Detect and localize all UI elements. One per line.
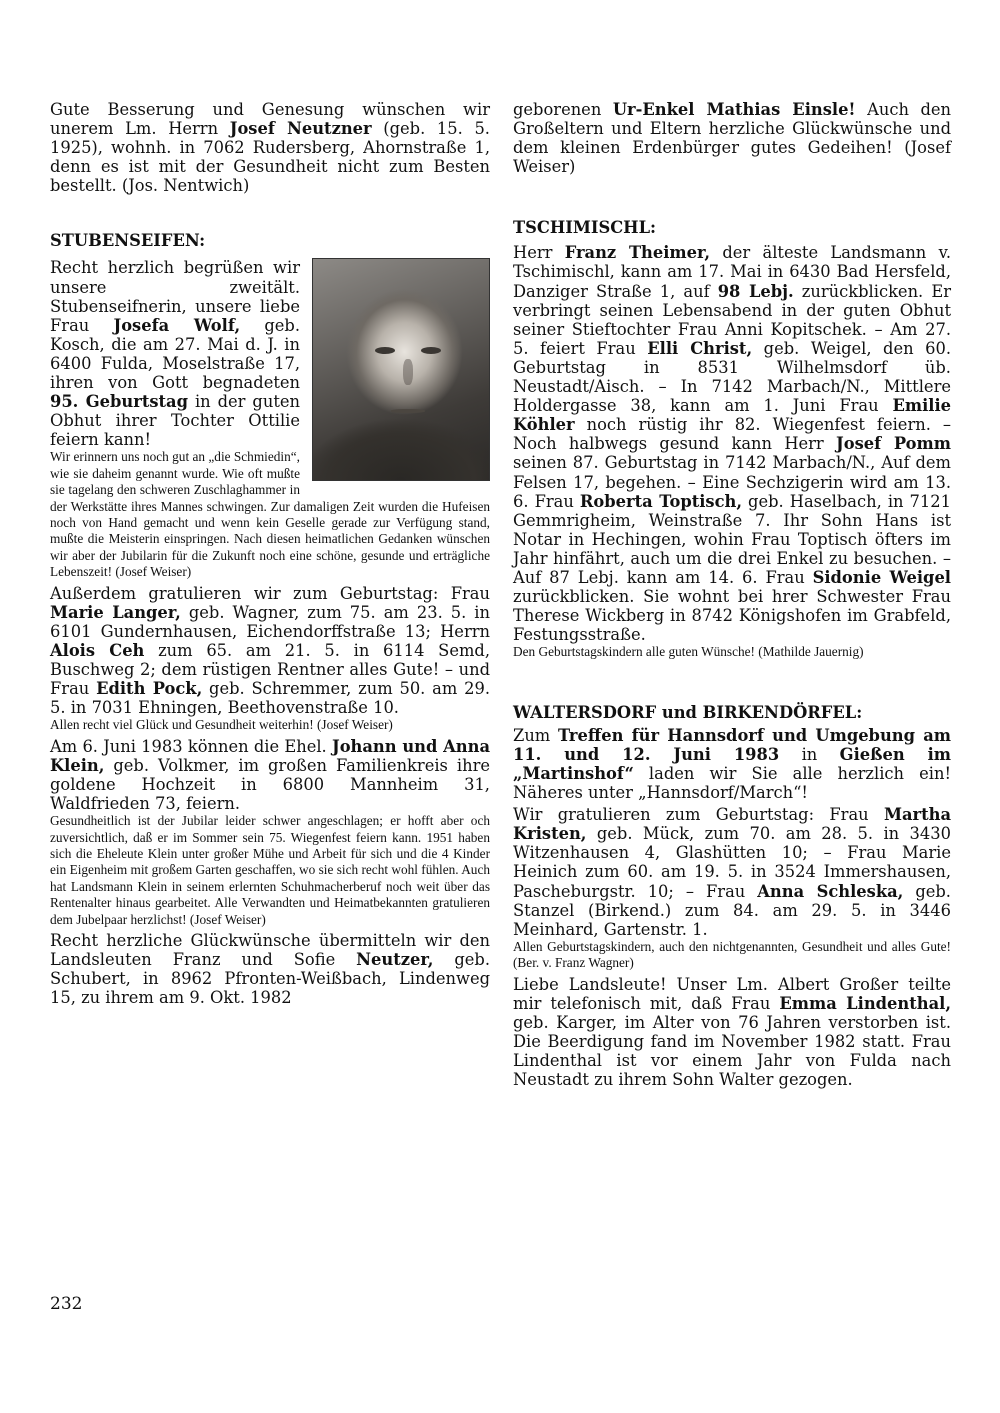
bold-name: Emma Lindenthal, bbox=[779, 993, 951, 1013]
text-run: Recht herzliche Glückwünsche übermitteln wir den Landsleuten Franz und Sofie bbox=[50, 930, 490, 970]
text-run: zurückblicken. Er verbringt seinen Lebensabend in der guten Obhut seiner Stieftochter Frau Anni Kopitschek. – Am 27. 5. feiert Frau bbox=[513, 281, 951, 358]
article-lindenthal-obituary bbox=[513, 975, 951, 1090]
text-run: seinen 87. Geburtstag in 7142 Marbach/N., Auf dem Felsen 17, begehen. – Eine Sechzigerin wird am 13. 6. Frau bbox=[513, 453, 951, 511]
bold-name: Sidonie Weigel bbox=[812, 567, 951, 587]
article-birthdays-langer bbox=[50, 584, 490, 718]
text-run: Liebe Landsleute! Unser Lm. Albert Großer teilte mir telefonisch mit, daß Frau bbox=[513, 974, 951, 1013]
text-run: geborenen bbox=[513, 100, 613, 119]
text-run: Auch den Großeltern und Eltern herzliche Glückwünsche und dem kleinen Erdenbürger gutes Gedeihen! (Josef Weiser) bbox=[513, 100, 952, 177]
text-run: Zum bbox=[513, 725, 558, 745]
article-ur-enkel bbox=[513, 100, 951, 176]
portrait-photo bbox=[312, 258, 490, 481]
text-run: geb. Schremmer, zum 50. am 29. 5. in 7031 Ehningen, Beethovenstraße 10. bbox=[50, 679, 490, 718]
text-run: in der guten Obhut ihrer Tochter Ottilie feiern kann! bbox=[50, 392, 300, 450]
article-schmiedin: Wir erinnern uns noch gut an „die Schmiedin“, wie sie daheim genannt wurde. Wie oft mußte sie tagelang den schweren Zuschlaghammer in der Werkstätte ihres Mannes schwingen. Zur damaligen Zeit wurden die Hufeisen noch von Hand gemacht und wenn kein Geselle gerade zur Verfügung stand, mußte die Meisterin einspringen. Nach diesen heimatlichen Gedanken wünschen wir aber der Jubilarin für die Zukunft noch eine schöne, gesunde und erträgliche Lebenszeit! (Josef Weiser) bbox=[50, 449, 490, 580]
text-run: geb. Karger, im Alter von 76 Jahren verstorben ist. Die Beerdigung fand im November 1982 statt. Frau Lindenthal ist vor einem Jahr von Fulda nach Neustadt zu ihrem Sohn Walter gezogen. bbox=[513, 1012, 951, 1090]
bold-name: Edith Pock, bbox=[96, 679, 203, 699]
section-heading-stubenseifen: STUBENSEIFEN: bbox=[50, 231, 206, 251]
text-run: Am 6. Juni 1983 können die Ehel. bbox=[50, 736, 332, 756]
bold-name: Gießen im „Martinshof“ bbox=[513, 744, 951, 783]
right-column bbox=[513, 100, 951, 1089]
text-run: in bbox=[779, 744, 840, 764]
article-tschimischl-wishes: Den Geburtstagskindern alle guten Wünsche! (Mathilde Jauernig) bbox=[513, 644, 864, 660]
bold-name: Ur-Enkel Mathias Einsle! bbox=[612, 100, 856, 119]
section-heading-tschimischl: TSCHIMISCHL: bbox=[513, 218, 657, 238]
text-run: Recht herzlich begrüßen wir unsere zweitält. Stubenseifnerin, unsere liebe Frau bbox=[50, 258, 300, 335]
bold-name: Anna Schleska, bbox=[757, 881, 904, 901]
text-run: zurückblicken. Sie wohnt bei hrer Schwester Frau Therese Wickberg in 8742 Königshofen im Grabfeld, Festungsstraße. bbox=[513, 587, 951, 645]
article-waltersdorf-wishes: Allen Geburtstagskindern, auch den nichtgenannten, Gesundheit und alles Gute! (Ber. v. Franz Wagner) bbox=[513, 938, 951, 971]
text-run: (geb. 15. 5. 1925), wohnh. in 7062 Rudersberg, Ahornstraße 1, denn es ist mit der Gesundheit nicht zum Besten bestellt. (Jos. Nentwich) bbox=[50, 119, 490, 196]
text-run: Gute Besserung und Genesung wünschen wir unerem Lm. Herrn bbox=[50, 100, 490, 139]
text-run: Außerdem gratulieren wir zum Geburtstag: Frau bbox=[50, 583, 490, 603]
article-neutzer bbox=[50, 931, 490, 1007]
left-column bbox=[50, 100, 490, 1007]
article-klein-details: Gesundheitlich ist der Jubilar leider schwer angeschlagen; er hofft aber och zuversichtlich, daß er im Sommer sein 75. Wiegenfest feiern kann. 1951 haben sich die Eheleute Klein unter großer Mühe und Arbeit für sich und die 4 Kinder ein Eigenheim mit großem Garten geschaffen, wo sie sich recht wohl fühlen. Auch hat Landsmann Klein in seinem erlernten Schuhmacherberuf noch weit über das Rentenalter hinaus gearbeitet. Alle Verwandten und Heimatbekannten gratulieren dem Jubelpaar herzlichst! (Josef Weiser) bbox=[50, 813, 490, 927]
bold-name: Johann und Anna Klein, bbox=[50, 736, 490, 775]
bold-name: 95. Geburtstag bbox=[50, 392, 188, 412]
bold-name: Roberta Toptisch, bbox=[579, 491, 743, 511]
article-waltersdorf-birthdays bbox=[513, 805, 951, 939]
text-run: zum 65. am 21. 5. in 6114 Semd, Buschweg 2; dem rüstigen Rentner alles Gute! – und Frau bbox=[50, 640, 490, 699]
article-tschimischl-birthdays bbox=[513, 243, 951, 644]
bold-name: Treffen für Hannsdorf und Umgebung am 11. und 12. Juni 1983 bbox=[513, 725, 952, 764]
bold-name: Josef Pomm bbox=[836, 434, 951, 454]
text-run: laden wir Sie alle herzlich ein! Näheres unter „Hannsdorf/March“! bbox=[513, 763, 951, 803]
bold-name: Martha Kristen, bbox=[513, 805, 951, 844]
article-treffen-hannsdorf bbox=[513, 726, 951, 802]
bold-name: Josef Neutzner bbox=[229, 119, 372, 139]
bold-name: Franz Theimer, bbox=[564, 243, 711, 263]
text-run: Wir gratulieren zum Geburtstag: Frau bbox=[513, 805, 884, 825]
section-heading-waltersdorf: WALTERSDORF und BIRKENDÖRFEL: bbox=[513, 702, 863, 722]
bold-name: Josefa Wolf, bbox=[113, 315, 241, 335]
text-run: geb. Stanzel (Birkend.) zum 84. am 29. 5. in 3446 Meinhard, Gartenstr. 1. bbox=[513, 881, 951, 939]
bold-name: Alois Ceh bbox=[50, 640, 145, 660]
text-run: der älteste Landsmann v. Tschimischl, kann am 17. Mai in 6430 Bad Hersfeld, Danziger Straße 1, auf bbox=[513, 243, 952, 301]
bold-name: Elli Christ, bbox=[647, 338, 753, 358]
bold-name: Neutzer, bbox=[356, 950, 434, 970]
text-run: geb. Mück, zum 70. am 28. 5. in 3430 Witzenhausen 4, Glashütten 10; – Frau Marie Heinich zum 60. am 19. 5. in 3524 Immershausen, Pascheburgstr. 10; – Frau bbox=[513, 824, 951, 901]
bold-name: 98 Lebj. bbox=[717, 281, 794, 301]
text-run: geb. Kosch, die am 27. Mai d. J. in 6400 Fulda, Moselstraße 17, ihren von Gott begnadeten bbox=[50, 315, 300, 393]
article-wishes-weiser: Allen recht viel Glück und Gesundheit weiterhin! (Josef Weiser) bbox=[50, 717, 393, 733]
article-neutzner bbox=[50, 100, 490, 195]
text-run: geb. Volkmer, im großen Familienkreis ihre goldene Hochzeit in 6800 Mannheim 31, Waldfrieden 73, feiern. bbox=[50, 755, 490, 813]
article-klein-golden-wedding bbox=[50, 737, 490, 813]
bold-name: Marie Langer, bbox=[50, 602, 181, 622]
text-run: noch rüstig ihr 82. Wiegenfest feiern. – Noch halbwegs gesund kann Herr bbox=[513, 415, 951, 454]
text-run: geb. Schubert, in 8962 Pfronten-Weißbach, Lindenweg 15, zu ihrem am 9. Okt. 1982 bbox=[50, 950, 490, 1008]
text-run: geb. Wagner, zum 75. am 23. 5. in 6101 Gundernhausen, Eichendorffstraße 13; Herrn bbox=[50, 602, 490, 641]
text-run: geb. Haselbach, in 7121 Gemmrigheim, Weinstraße 7. Ihr Sohn Hans ist Notar in Hechingen, wohin Frau Toptisch öfters im Jahr hinfährt, auch um die drei Enkel zu besuchen. – Auf 87 Lebj. kann am 14. 6. Frau bbox=[513, 491, 951, 587]
text-run: geb. Weigel, den 60. Geburtstag in 8531 Wilhelmsdorf üb. Neustadt/Aisch. – In 7142 Marbach/N., Mittlere Holdergasse 38, kann am 1. Juni Frau bbox=[513, 338, 952, 416]
page-number: 232 bbox=[50, 1294, 83, 1314]
bold-name: Emilie Köhler bbox=[513, 396, 951, 435]
text-run: Herr bbox=[513, 243, 565, 263]
